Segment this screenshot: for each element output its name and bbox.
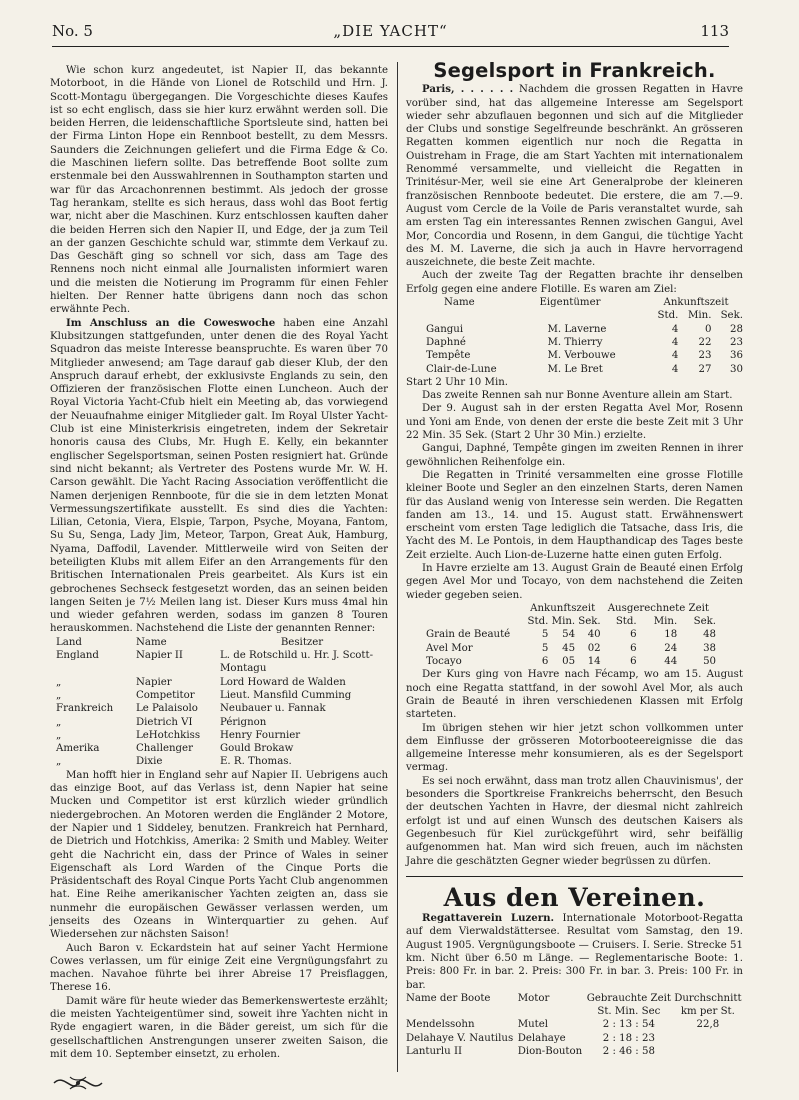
results-table-1 <box>406 296 743 376</box>
sub-header: Std. <box>527 616 549 628</box>
table-row <box>50 649 388 676</box>
table-row <box>406 655 716 668</box>
table-row <box>50 742 388 755</box>
paragraph: Regattaverein Luzern. Internationale Motorboot-Regatta auf dem Vierwaldstättersee. Resultat vom Samstag, den 19. August 1905. Vergnügungsboote — Cruisers. I. Serie. Strecke 51 km. Nicht über 6.50 m Länge. — Reglementarische Boote: 1. Preis: 800 Fr. in bar. 2. Preis: 300 Fr. in bar. 3. Preis: 100 Fr. in bar. <box>406 912 743 991</box>
results-table-2 <box>406 602 716 668</box>
table-cell: Napier <box>136 676 172 688</box>
table-cell: 22,8 <box>696 1019 720 1031</box>
table-cell: 38 <box>703 642 717 654</box>
table-cell: 4 <box>671 323 679 335</box>
paragraph: Paris, . . . . . . Nachdem die grossen Regatten in Havre vorüber sind, hat das allgemeine Interesse am Segelsport wieder sehr abzuflauen begonnen und sich auf die Mitglieder der Clubs und sonstige Segelfreunde beschränkt. An grösseren Regatten kommen eigentlich nur noch die Regatta in Ouistreham in Frage, die am Start Yachten mit internationalem Renommé versammelte, und vielleicht die Regatten in Trinitésur-Mer, weil sie eine Art Generalprobe der kleineren französischen Rennboote bedeutet. Die erstere, die am 7.—9. August vom Cercle de la Voile de Paris veranstaltet wurde, sah am ersten Tag ein interessantes Rennen zwischen Gangui, Avel Mor, Concordia und Rosenn, in dem Gangui, die tüchtige Yacht des M. M. Laverne, die sich ja auch in Havre hervorragend auszeichnete, die beste Zeit machte. <box>406 83 743 269</box>
table-cell: Delahaye V. Nautilus <box>406 1032 514 1044</box>
table-cell: Neubauer u. Fannak <box>220 703 326 715</box>
table-row <box>406 1032 743 1045</box>
paragraph: Wie schon kurz angedeutet, ist Napier II, das bekannte Motorboot, in die Hände von Lionel de Rotschild und Hrn. J. Scott-Montagu übergegangen. Die Vorgeschichte dieses Kaufes ist so echt englisch, dass sie hier kurz erwähnt werden soll. Die beiden Herren, die leidenschaftliche Sportsleute sind, hatten bei der Firma Linton Hope ein Rennboot bestellt, zu dem Messrs. Saunders die Zeichnungen geliefert und die Firma Edge & Co. die Maschinen liefern sollte. Das betreffende Boot sollte zum erstenmale bei den Ausswahlrennen in Southampton starten und war für das Arcachonrennen bestimmt. Als jedoch der grosse Tag herankam, stellte es sich heraus, dass wohl das Boot fertig war, nicht aber die Maschinen. Kurz entschlossen kauften daher die beiden Herren sich den Napier II, und Edge, der ja zum Teil an der ganzen Geschichte schuld war, stimmte dem Verkauf zu. Das Geschäft ging so schnell vor sich, dass am Tage des Rennens noch nicht einmal alle Journalisten informiert waren und die meisten die Notierung im Programm für einen Fehler hielten. Der Renner hatte übrigens dann noch das schon erwähnte Pech. <box>50 65 388 316</box>
table-cell: Henry Fournier <box>220 729 301 741</box>
table-row <box>50 729 388 742</box>
table-cell: M. Verbouwe <box>547 350 616 362</box>
table-cell: Clair-de-Lune <box>426 363 497 375</box>
table-cell: 2 : 18 : 23 <box>602 1032 655 1044</box>
table-cell: Lanturlu II <box>406 1046 463 1058</box>
sub-header: Std. <box>657 310 679 322</box>
table-cell: Napier II <box>136 650 183 662</box>
column-header: Name <box>136 636 167 648</box>
column-header: Durchschnitt <box>674 992 742 1004</box>
table-row <box>50 755 388 768</box>
issue-number: No. 5 <box>52 22 93 40</box>
sub-header: St. Min. Sec <box>597 1006 661 1018</box>
column-divider <box>397 62 398 1072</box>
table-cell: Lieut. Mansfild Cumming <box>220 689 352 701</box>
table-cell: Lord Howard de Walden <box>220 676 346 688</box>
table-cell: Gould Brokaw <box>220 743 294 755</box>
paragraph: Start 2 Uhr 10 Min. <box>406 376 509 388</box>
column-header: Besitzer <box>280 636 324 648</box>
table-cell: M. Le Bret <box>547 363 603 375</box>
table-cell <box>673 1045 743 1058</box>
table-cell: Delahaye <box>517 1032 566 1044</box>
table-cell: 27 <box>698 363 712 375</box>
dateline: Paris, . . . . . . <box>422 83 514 96</box>
paragraph: Gangui, Daphné, Tempête gingen im zweiten Rennen in ihrer gewöhnlichen Reihenfolge ein. <box>406 443 743 468</box>
column-header: Ausgerechnete Zeit <box>607 602 709 614</box>
table-row <box>50 716 388 729</box>
paragraph: Der Kurs ging von Havre nach Fécamp, wo am 15. August noch eine Regatta stattfand, in der sowohl Avel Mor, als auch Grain de Beauté in ihren verschiedenen Klassen mit Erfolg starteten. <box>406 669 743 721</box>
table-row <box>406 628 716 641</box>
table-row <box>406 336 743 349</box>
table-cell: 23 <box>730 336 743 348</box>
table-cell: Tocayo <box>426 656 462 668</box>
table-cell: 44 <box>664 656 678 668</box>
journal-title: „DIE YACHT“ <box>333 22 448 40</box>
table-cell: LeHotchkiss <box>136 729 201 741</box>
table-cell: 45 <box>562 642 576 654</box>
sub-header: Min. <box>653 616 678 628</box>
table-cell: 48 <box>703 629 717 641</box>
table-cell: 2 : 46 : 58 <box>602 1046 655 1058</box>
table-cell: 30 <box>730 363 743 375</box>
sub-header: Std. <box>615 616 637 628</box>
table-cell: Le Palaisolo <box>136 703 198 715</box>
table-row <box>50 689 388 702</box>
table-cell: 23 <box>698 350 712 362</box>
table-cell: Competitor <box>136 689 195 701</box>
column-header: Name <box>444 297 475 309</box>
sub-header: Sek. <box>720 310 743 322</box>
section-title: Segelsport in Frankreich. <box>433 59 716 82</box>
table-cell: 4 <box>671 363 679 375</box>
sub-header: Sek. <box>693 616 717 628</box>
column-header: Eigentümer <box>539 297 601 309</box>
table-cell: „ <box>56 716 62 728</box>
paragraph: In Havre erzielte am 13. August Grain de Beauté einen Erfolg gegen Avel Mor und Tocayo, von dem nachstehend die Zeiten wieder gegeben seien. <box>406 562 743 601</box>
column-header: Name der Boote <box>406 992 491 1004</box>
table-cell: 50 <box>703 656 717 668</box>
paragraph: Die Regatten in Trinité versammelten eine grosse Flotille kleiner Boote und Segler an den einzelnen Starts, deren Namen für das Ausland wenig von Interesse sein werden. Die Regatten fanden am 13., 14. und 15. August statt. Erwähnenswert erscheint vom ersten Tage lediglich die Tatsache, dass Iris, die Yacht des M. Le Pontois, in dem Haupthandicap des Tages beste Zeit erzielte. Auch Lion-de-Luzerne hatte einen guten Erfolg. <box>406 469 743 561</box>
column-header: Land <box>56 636 82 648</box>
table-row <box>50 702 388 715</box>
table-row <box>406 323 743 336</box>
table-cell: 6 <box>630 642 637 654</box>
section-title: Aus den Vereinen. <box>443 882 706 912</box>
page-number: 113 <box>700 22 729 40</box>
table-cell: 6 <box>630 629 637 641</box>
table-cell: 4 <box>671 350 679 362</box>
column-header: Gebrauchte Zeit <box>586 992 671 1004</box>
table-cell: Dietrich VI <box>136 716 193 728</box>
table-row <box>406 642 716 655</box>
table-cell: „ <box>56 676 62 688</box>
table-cell: L. de Rotschild u. Hr. J. Scott-Montagu <box>220 650 374 675</box>
table-cell: 6 <box>541 656 549 668</box>
table-cell: „ <box>56 729 62 741</box>
table-cell: Frankreich <box>56 703 114 715</box>
table-cell: 5 <box>541 629 549 641</box>
table-cell: „ <box>56 689 62 701</box>
column-header: Ankunftszeit <box>530 602 596 614</box>
paragraph: Der 9. August sah in der ersten Regatta Avel Mor, Rosenn und Yoni am Ende, von denen der erste die beste Zeit mit 3 Uhr 22 Min. 35 Sek. (Start 2 Uhr 30 Min.) erzielte. <box>406 403 743 442</box>
table-cell: 05 <box>562 656 576 668</box>
table-cell: 02 <box>587 642 601 654</box>
paragraph: Es sei noch erwähnt, dass man trotz allen Chauvinismus', der besonders die Sportkreise Frankreichs beherrscht, den Besuch der deutschen Yachten in Havre, der diesmal nicht zahlreich erfolgt ist und auf einen Wunsch des deutschen Kaisers als Gegenbesuch für Kiel zurückgeführt wird, sehr beifällig aufgenommen hat. Man wird sich freuen, auch im nächsten Jahre die geschätzten Gegner wieder begrüssen zu dürfen. <box>406 775 743 867</box>
table-cell: Tempête <box>426 350 471 362</box>
table-cell: E. R. Thomas. <box>220 756 292 768</box>
sub-header: km per St. <box>680 1006 735 1018</box>
table-cell: Gangui <box>426 323 464 335</box>
table-cell: 28 <box>730 323 743 335</box>
table-cell: 36 <box>730 350 743 362</box>
table-cell <box>673 1032 743 1045</box>
table-cell: Challenger <box>136 743 193 755</box>
club-name: Regattaverein Luzern. <box>422 912 555 925</box>
right-column <box>406 59 743 1058</box>
table-row <box>406 1045 743 1058</box>
lead-in: Im Anschluss an die Coweswoche <box>66 316 276 329</box>
table-row <box>406 363 743 376</box>
table-cell: 6 <box>630 656 637 668</box>
paragraph: Das zweite Rennen sah nur Bonne Aventure allein am Start. <box>422 390 733 402</box>
column-header: Ankunftszeit <box>663 297 729 309</box>
ornament-icon <box>50 1071 106 1095</box>
table-cell: Amerika <box>56 743 100 755</box>
paragraph: Im übrigen stehen wir hier jetzt schon vollkommen unter dem Einflusse der grösseren Motorbooteereignisse die das allgemeine Interesse mehr konsumieren, als es der Segelsport vermag. <box>406 722 743 774</box>
table-cell: 54 <box>562 629 576 641</box>
table-cell: M. Laverne <box>547 323 607 335</box>
table-cell: 18 <box>664 629 678 641</box>
paragraph: Auch Baron v. Eckardstein hat auf seiner Yacht Hermione Cowes verlassen, um für einige Zeit eine Vergnügungsfahrt zu machen. Navahoe führte bei ihrer Abreise 17 Preisflaggen, Therese 16. <box>50 942 388 994</box>
table-cell: Daphné <box>426 336 466 348</box>
table-cell: 24 <box>664 642 678 654</box>
results-table-3 <box>406 992 743 1058</box>
renner-table <box>50 636 388 769</box>
table-cell: Dion-Bouton <box>517 1046 583 1058</box>
paragraph: Auch der zweite Tag der Regatten brachte ihr denselben Erfolg gegen eine andere Flotille. Es waren am Ziel: <box>406 270 743 295</box>
table-cell: 0 <box>704 323 712 335</box>
table-cell: M. Thierry <box>547 336 603 348</box>
table-row <box>406 1018 743 1031</box>
table-cell: Pérignon <box>220 716 267 728</box>
table-row <box>406 349 743 362</box>
paragraph: Im Anschluss an die Coweswoche haben eine Anzahl Klubsitzungen stattgefunden, unter denen die des Royal Yacht Squadron das meiste Interesse beanspruchte. Es waren über 70 Mitglieder anwesend; am Tage darauf gab dieser Klub, der den Anspruch darauf erhebt, der exklusivste Englands zu sein, den Offizieren der französischen Flotte einen Luncheon. Auch der Royal Victoria Yacht-Cfub hielt ein Meeting ab, das vorwiegend der Neuaufnahme einiger Mitglieder galt. Im Royal Ulster Yacht-Club ist eine Ministerkrisis eingetreten, indem der Sekretair honoris causa des Clubs, Mr. Hugh E. Kelly, ein bekannter englischer Segelsportsman, seinen Posten resigniert hat. Gründe sind nicht bekannt; als Vertreter des Postens wurde Mr. W. H. Carson gewählt. Die Yacht Racing Association veröffentlicht die Namen derjenigen Rennboote, für die sie in dem letzten Monat Vermessungszertifikate ausstellt. Es sind dies die Yachten: Lilian, Cetonia, Viera, Elspie, Tarpon, Psyche, Moyana, Fantom, Su Su, Senga, Lady Jim, Meteor, Tarpon, Great Auk, Hamburg, Nyama, Daffodil, Lavender. Mittlerweile wird von Seiten der beteiligten Klubs mit allem Eifer an den Arrangements für den Britischen Internationalen Preis gearbeitet. Als Kurs ist ein gebrochenes Sechseck festgesetzt worden, das an seinen beiden langen Seiten je 7½ Meilen lang ist. Dieser Kurs muss 4mal hin und wieder gefahren werden, sodass im ganzen 8 Touren herauskommen. Nachstehend die Liste der genannten Renner: <box>50 316 388 635</box>
table-cell: 2 : 13 : 54 <box>602 1019 655 1031</box>
table-cell: 22 <box>698 336 712 348</box>
section-rule <box>406 876 743 877</box>
paragraph: Man hofft hier in England sehr auf Napier II. Uebrigens auch das einzige Boot, auf das Verlass ist, denn Napier hat seine Mucken und Competitor ist erst kürzlich wieder gründlich niedergebrochen. An Motoren werden die Engländer 2 Motore, der Napier und 1 Siddeley, benutzen. Frankreich hat Pernhard, de Dietrich und Hotchkiss, Amerika: 2 Smith und Mabley. Weiter geht die Nachricht ein, dass der Prince of Wales in seiner Eigenschaft als Lord Warden of the Cinque Ports die Präsidentschaft des Royal Cinque Ports Yacht Club angenommen hat. Eine Reihe amerikanischer Yachten zeigten an, dass sie nunmehr die europäischen Gewässer verlassen werden, um jenseits des Ozeans in Winterquartier zu gehen. Auf Wiedersehen zur nächsten Saison! <box>50 769 388 941</box>
paragraph: Damit wäre für heute wieder das Bemerkenswerteste erzählt; die meisten Yachteigentümer sind, soweit ihre Yachten nicht in Ryde engagiert waren, in die Bäder gereist, um sich für die gesellschaftlichen Anstrengungen unserer zweiten Saison, die mit dem 10. September einsetzt, zu erholen. <box>50 995 388 1060</box>
table-cell: „ <box>56 756 62 768</box>
table-cell: 14 <box>587 656 601 668</box>
table-cell: Mutel <box>517 1019 549 1031</box>
table-row <box>50 676 388 689</box>
table-cell: England <box>56 650 99 662</box>
column-header: Motor <box>517 992 550 1004</box>
left-column <box>50 64 388 1100</box>
table-cell: Dixie <box>136 756 163 768</box>
table-cell: 40 <box>587 629 601 641</box>
table-cell: Mendelssohn <box>406 1019 475 1031</box>
table-cell: Grain de Beauté <box>426 629 511 641</box>
sub-header: Min. <box>551 616 576 628</box>
table-cell: 4 <box>671 336 679 348</box>
page-header <box>52 22 729 47</box>
table-cell: Avel Mor <box>426 642 473 654</box>
table-cell: 5 <box>541 642 549 654</box>
sub-header: Min. <box>687 310 712 322</box>
sub-header: Sek. <box>578 616 601 628</box>
